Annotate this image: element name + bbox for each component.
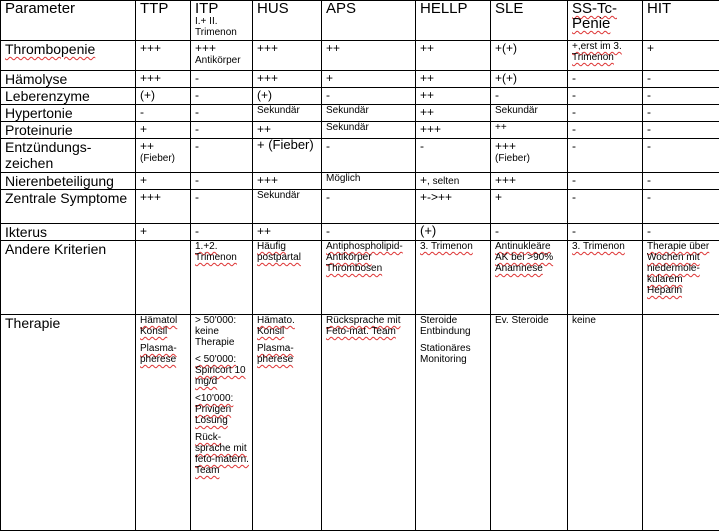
header-row xyxy=(1,1,719,41)
cell-aps: Sekundär xyxy=(322,105,416,122)
cell-ttp: ++ (Fieber) xyxy=(136,139,191,173)
cell-sle: +++ xyxy=(491,173,568,190)
cell-hus: +++ xyxy=(253,71,322,88)
param-andere-kriterien: Andere Kriterien xyxy=(1,241,136,315)
cell-ttp: + xyxy=(136,122,191,139)
cell-hus: +++ xyxy=(253,41,322,71)
cell-hellp: 3. Trimenon xyxy=(416,241,491,315)
cell-hit: - xyxy=(643,173,719,190)
param-ikterus: Ikterus xyxy=(1,224,136,241)
table-row xyxy=(1,41,719,71)
cell-itp: - xyxy=(191,105,253,122)
cell-ttp: +++ xyxy=(136,41,191,71)
cell-ss-tc: 3. Trimenon xyxy=(568,241,643,315)
cell-hellp: +, selten xyxy=(416,173,491,190)
cell-hit xyxy=(643,315,719,531)
cell-hellp: (+) xyxy=(416,224,491,241)
cell-sle: +++ (Fieber) xyxy=(491,139,568,173)
cell-ttp: +++ xyxy=(136,71,191,88)
table-row xyxy=(1,241,719,315)
cell-hus: Sekundär xyxy=(253,105,322,122)
param-proteinurie: Proteinurie xyxy=(1,122,136,139)
cell-hus: ++ xyxy=(253,224,322,241)
cell-sle: +(+) xyxy=(491,71,568,88)
cell-aps: - xyxy=(322,190,416,224)
cell-hit: - xyxy=(643,88,719,105)
cell-aps: Sekundär xyxy=(322,122,416,139)
cell-itp: - xyxy=(191,173,253,190)
cell-ss-tc: - xyxy=(568,122,643,139)
header-aps: APS xyxy=(322,1,416,41)
cell-ttp: + xyxy=(136,173,191,190)
cell-sle: + xyxy=(491,190,568,224)
param-entzuendungszeichen: Entzündungs-zeichen xyxy=(1,139,136,173)
param-therapie: Therapie xyxy=(1,315,136,531)
cell-hellp: - xyxy=(416,139,491,173)
cell-ss-tc: - xyxy=(568,224,643,241)
cell-hellp: +->++ xyxy=(416,190,491,224)
cell-aps: - xyxy=(322,88,416,105)
table-row xyxy=(1,122,719,139)
cell-hit: Therapie über Wochen mit niedermole-kularem Heparin xyxy=(643,241,719,315)
header-parameter: Parameter xyxy=(1,1,136,41)
header-ttp: TTP xyxy=(136,1,191,41)
header-itp xyxy=(191,1,253,41)
param-thrombopenie: Thrombopenie xyxy=(1,41,136,71)
cell-hellp: +++ xyxy=(416,122,491,139)
cell-itp: - xyxy=(191,190,253,224)
header-hus: HUS xyxy=(253,1,322,41)
cell-hit: - xyxy=(643,190,719,224)
cell-sle: Antinukleäre AK bei >90% Anamnese xyxy=(491,241,568,315)
cell-aps: Rücksprache mit Feto-mat. Team xyxy=(322,315,416,531)
cell-sle: ++ xyxy=(491,122,568,139)
cell-ss-tc: +,erst im 3. Trimenon xyxy=(568,41,643,71)
cell-itp: +++ Antikörper xyxy=(191,41,253,71)
cell-itp: 1.+2. Trimenon xyxy=(191,241,253,315)
header-itp-subtitle: I.+ II. Trimenon xyxy=(195,16,237,38)
table-row xyxy=(1,139,719,173)
cell-hellp: ++ xyxy=(416,41,491,71)
cell-aps: Möglich xyxy=(322,173,416,190)
cell-hellp: ++ xyxy=(416,105,491,122)
cell-hus: ++ xyxy=(253,122,322,139)
cell-ss-tc: - xyxy=(568,190,643,224)
cell-ttp: Hämatol Konsil Plasma-pherese xyxy=(136,315,191,531)
cell-ss-tc: - xyxy=(568,88,643,105)
param-leberenzyme: Leberenzyme xyxy=(1,88,136,105)
param-hypertonie: Hypertonie xyxy=(1,105,136,122)
cell-ss-tc: - xyxy=(568,139,643,173)
table-row xyxy=(1,315,719,531)
cell-itp: - xyxy=(191,224,253,241)
cell-ss-tc: - xyxy=(568,173,643,190)
cell-hus: +++ xyxy=(253,173,322,190)
cell-ss-tc: - xyxy=(568,105,643,122)
cell-hit: - xyxy=(643,139,719,173)
cell-itp: - xyxy=(191,139,253,173)
header-hellp: HELLP xyxy=(416,1,491,41)
table-row xyxy=(1,190,719,224)
cell-sle: - xyxy=(491,224,568,241)
cell-hit: - xyxy=(643,224,719,241)
param-haemolyse: Hämolyse xyxy=(1,71,136,88)
cell-hus: Hämato. Konsil Plasma-pherese xyxy=(253,315,322,531)
cell-hit: - xyxy=(643,71,719,88)
cell-hus: (+) xyxy=(253,88,322,105)
cell-sle: - xyxy=(491,88,568,105)
cell-hit: + xyxy=(643,41,719,71)
table-row xyxy=(1,88,719,105)
cell-hellp: ++ xyxy=(416,88,491,105)
cell-aps: + xyxy=(322,71,416,88)
param-zentrale-symptome: Zentrale Symptome xyxy=(1,190,136,224)
cell-sle: Sekundär xyxy=(491,105,568,122)
cell-itp: > 50'000: keine Therapie < 50'000: Spiricort 10 mg/d <10'000: Privigen Lösung Rück-sprache mit feto-matern. Team xyxy=(191,315,253,531)
table-row xyxy=(1,105,719,122)
cell-aps: - xyxy=(322,224,416,241)
cell-itp: - xyxy=(191,71,253,88)
table-row xyxy=(1,173,719,190)
header-sle: SLE xyxy=(491,1,568,41)
header-ss-tc-penie xyxy=(568,1,643,41)
header-hit: HIT xyxy=(643,1,719,41)
cell-ttp: (+) xyxy=(136,88,191,105)
cell-ttp xyxy=(136,241,191,315)
cell-ttp: - xyxy=(136,105,191,122)
cell-itp: - xyxy=(191,88,253,105)
header-itp-title: ITP xyxy=(195,0,219,17)
header-ss-tc-penie-text: SS-Tc-Penie xyxy=(572,0,617,32)
cell-hus: Sekundär xyxy=(253,190,322,224)
cell-aps: - xyxy=(322,139,416,173)
cell-hellp: Steroide Entbindung Stationäres Monitoring xyxy=(416,315,491,531)
table-row xyxy=(1,71,719,88)
cell-sle: +(+) xyxy=(491,41,568,71)
cell-aps: Antiphospholipid-Antikörper Thrombosen xyxy=(322,241,416,315)
cell-ttp: +++ xyxy=(136,190,191,224)
cell-ss-tc: - xyxy=(568,71,643,88)
param-nierenbeteiligung: Nierenbeteiligung xyxy=(1,173,136,190)
table-row xyxy=(1,224,719,241)
cell-sle: Ev. Steroide xyxy=(491,315,568,531)
cell-hus: Häufig postpartal xyxy=(253,241,322,315)
cell-hus: + (Fieber) xyxy=(253,139,322,173)
cell-aps: ++ xyxy=(322,41,416,71)
cell-itp: - xyxy=(191,122,253,139)
cell-ss-tc: keine xyxy=(568,315,643,531)
cell-hit: - xyxy=(643,122,719,139)
cell-hit: - xyxy=(643,105,719,122)
cell-hellp: ++ xyxy=(416,71,491,88)
cell-ttp: + xyxy=(136,224,191,241)
